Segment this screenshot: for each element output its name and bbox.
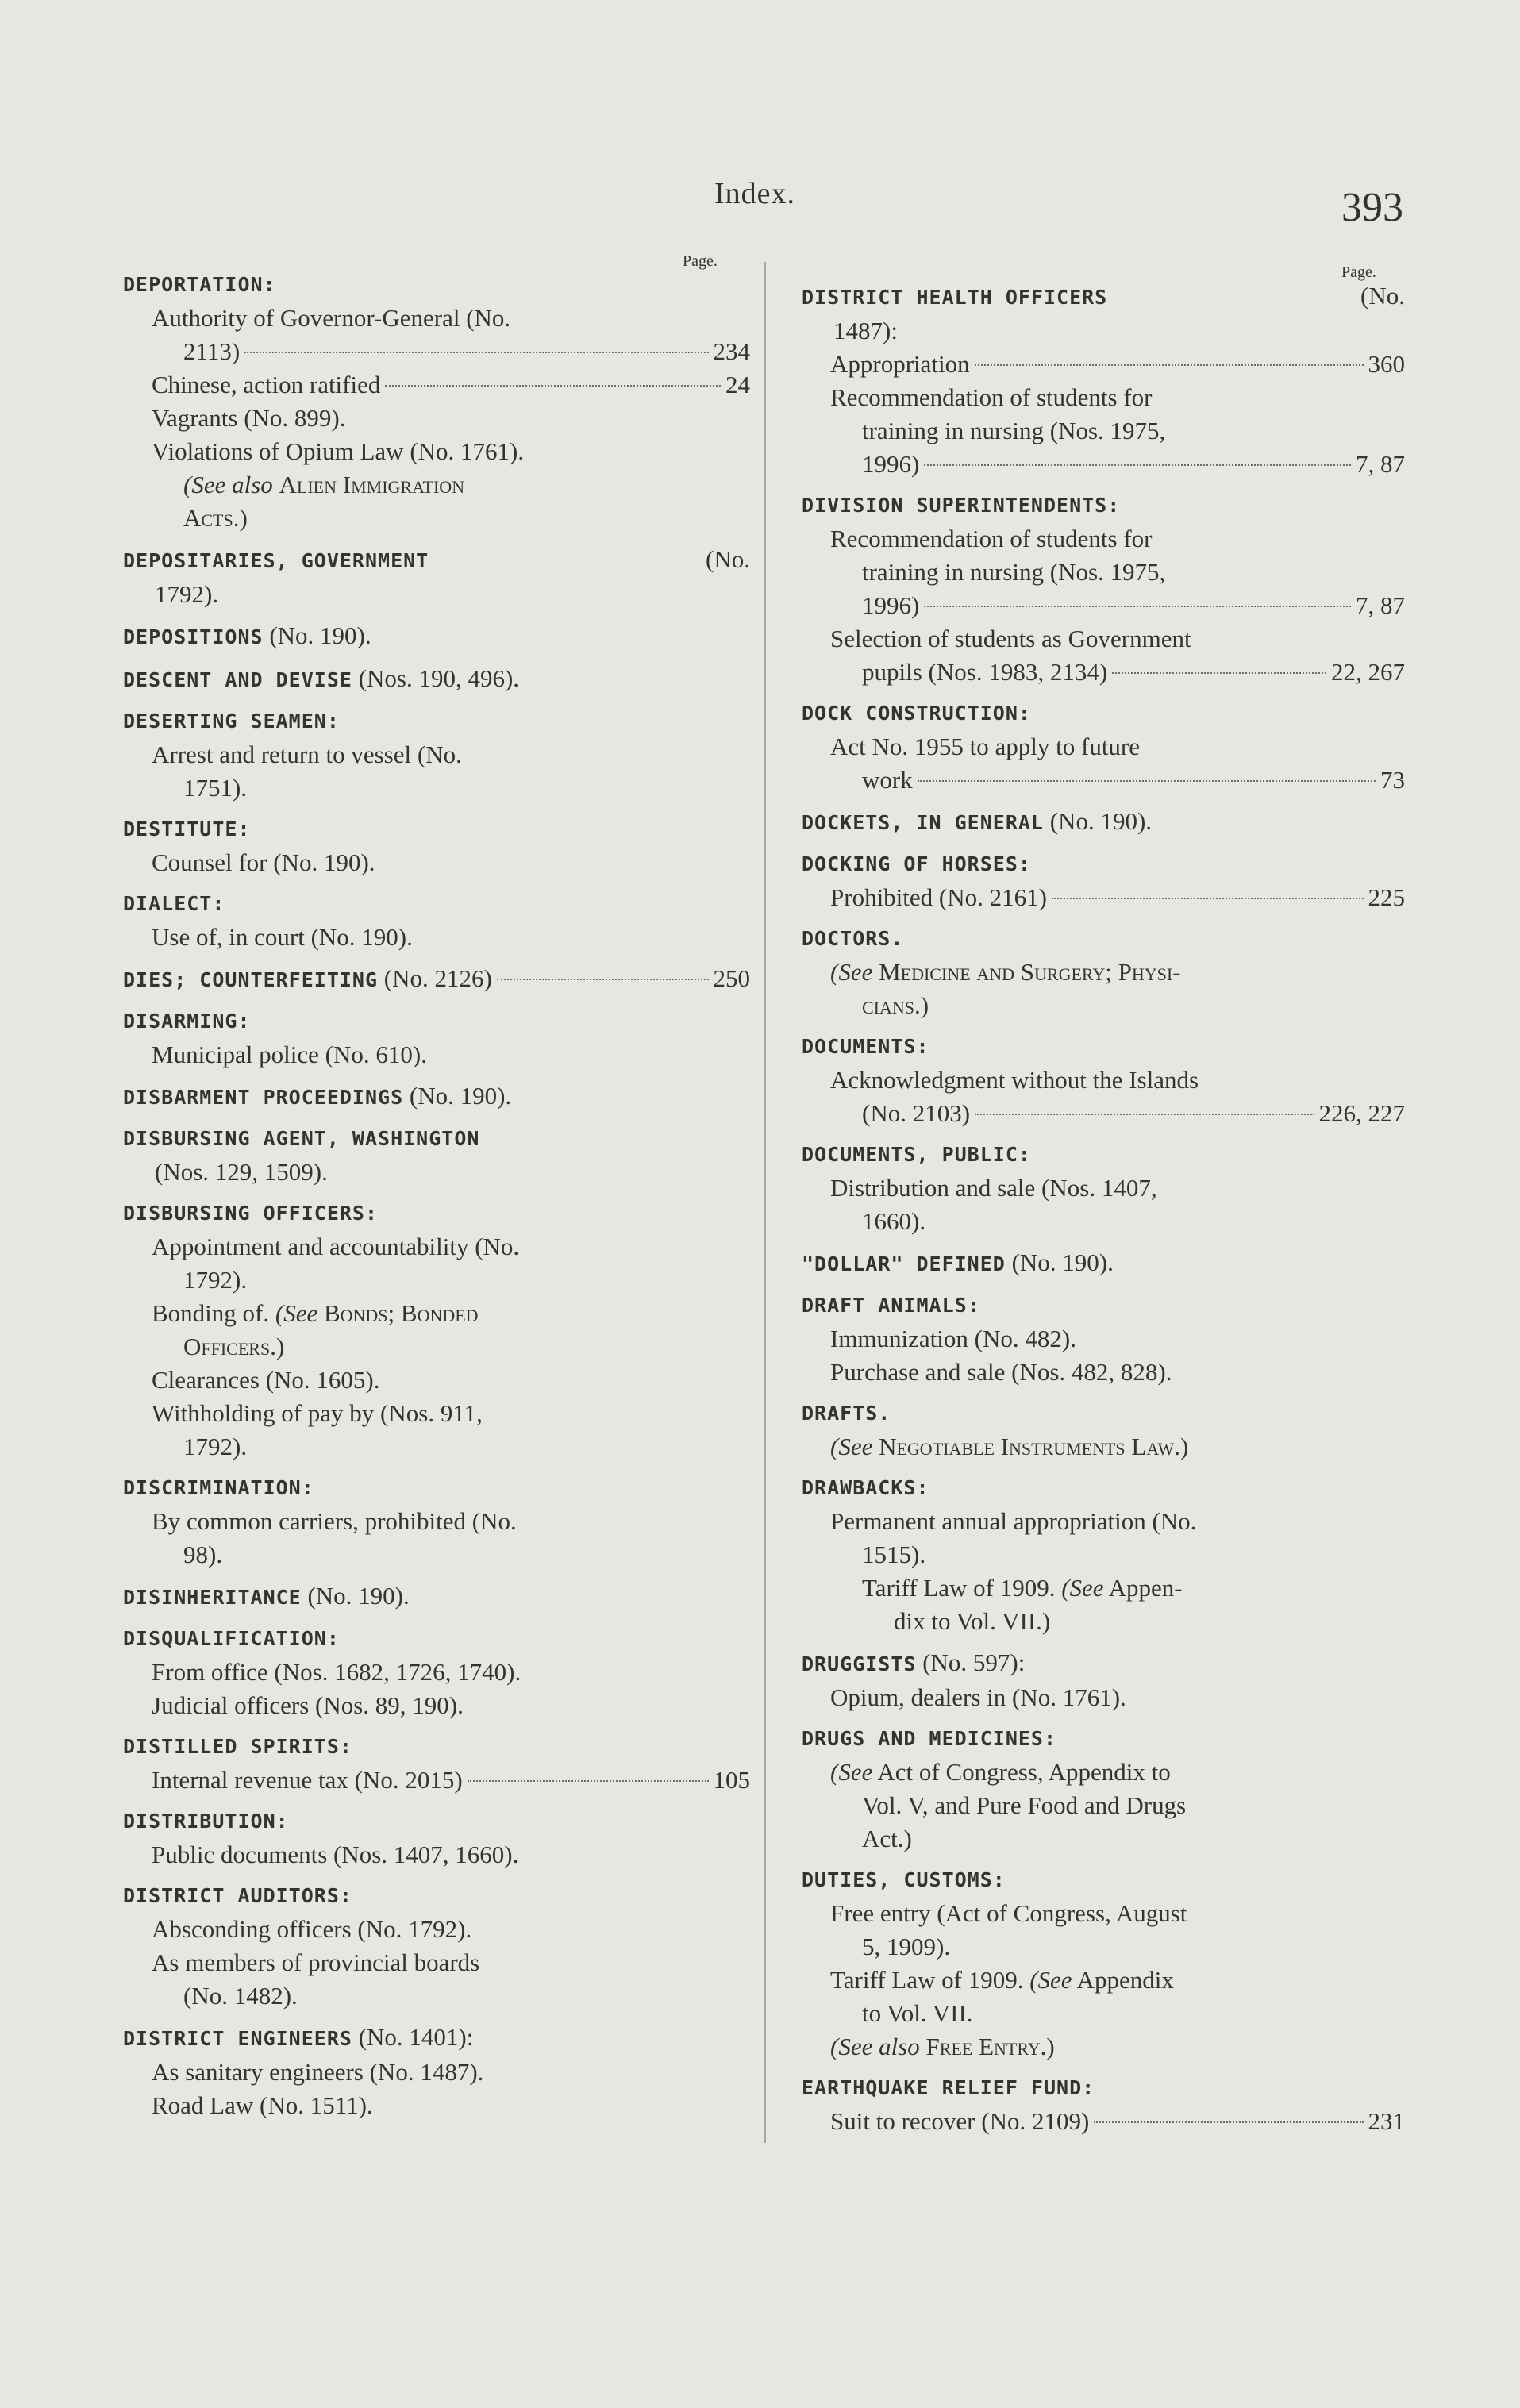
index-entry-dialect: [123, 887, 750, 954]
cross-ref-target: Act of Congress, Appendix to: [877, 1758, 1171, 1786]
page-ref: 231: [1368, 2107, 1405, 2135]
sub-entry-text: Internal revenue tax (No. 2015): [152, 1766, 463, 1794]
index-entry-druggists: [802, 1646, 1405, 1714]
entry-heading: DOCTORS.: [802, 927, 904, 950]
entry-heading: DESCENT AND DEVISE: [123, 668, 352, 691]
sub-entry-text: Tariff Law of 1909.: [862, 1574, 1056, 1602]
cross-ref-target: Appen-: [1108, 1574, 1183, 1602]
sub-entry-cont: to Vol. VII.: [862, 1999, 973, 2027]
see-label: (See: [275, 1299, 318, 1327]
index-entry-doctors: [802, 922, 1405, 1022]
entry-heading: DOCUMENTS:: [802, 1035, 929, 1058]
entry-ref-cont: 1792).: [155, 580, 219, 608]
index-entry-distilled-spirits: [123, 1730, 750, 1797]
sub-entry: Arrest and return to vessel (No.: [152, 740, 462, 768]
leader-dots: [385, 385, 721, 387]
page-ref: 105: [713, 1766, 750, 1794]
index-entry-disbursing-agent: [123, 1122, 750, 1189]
sub-entry: Opium, dealers in (No. 1761).: [830, 1683, 1126, 1711]
index-entry-dollar-defined: [802, 1246, 1405, 1281]
index-entry-disbursing-officers: [123, 1197, 750, 1464]
sub-entry: Road Law (No. 1511).: [152, 2091, 373, 2119]
leader-dots: [244, 352, 708, 353]
leader-dots: [924, 606, 1351, 607]
sub-entry: Absconding officers (No. 1792).: [152, 1915, 472, 1943]
cross-reference: [802, 1430, 1405, 1464]
see-label: (See: [1029, 1966, 1072, 1994]
cross-reference: [802, 2030, 1405, 2064]
leader-dots: [1052, 898, 1364, 899]
sub-entry-text: work: [862, 766, 913, 794]
sub-entry-cont: training in nursing (Nos. 1975,: [862, 558, 1166, 586]
index-entry-depositaries: [123, 543, 750, 611]
sub-entry: Withholding of pay by (Nos. 911,: [152, 1399, 483, 1427]
sub-entry-text: 1996): [862, 591, 920, 619]
entry-heading: DRUGS AND MEDICINES:: [802, 1727, 1057, 1750]
entry-heading: DISBURSING AGENT, WASHINGTON: [123, 1127, 480, 1150]
entry-ref: (No. 190).: [1011, 1248, 1114, 1276]
cross-ref-target-cont: cians.): [862, 991, 929, 1019]
left-page-column-label: Page.: [683, 252, 718, 270]
right-column: [802, 279, 1405, 2146]
cross-ref-target: Medicine and Surgery; Physi-: [879, 958, 1181, 986]
index-entry-distribution: [123, 1805, 750, 1871]
index-entry-deportation: [123, 268, 750, 535]
entry-heading: DOCKING OF HORSES:: [802, 852, 1031, 875]
index-entry-draft-animals: [802, 1289, 1405, 1389]
sub-entry-text: Tariff Law of 1909.: [830, 1966, 1024, 1994]
index-entry-district-health-officers: [802, 279, 1405, 481]
cross-reference: [123, 468, 750, 502]
leader-dots: [924, 464, 1351, 466]
entry-ref: (No. 190).: [1049, 807, 1153, 835]
page-number: 393: [1341, 185, 1403, 230]
sub-entry-line: [802, 2105, 1405, 2138]
sub-entry-cont: dix to Vol. VII.): [894, 1607, 1051, 1635]
sub-entry-cont: 1660).: [862, 1207, 926, 1235]
cross-ref-target: Alien Immigration: [279, 471, 465, 498]
sub-entry: [802, 1571, 1405, 1605]
sub-entry: Clearances (No. 1605).: [152, 1366, 380, 1394]
entry-heading: DUTIES, CUSTOMS:: [802, 1868, 1006, 1891]
sub-entry: Immunization (No. 482).: [830, 1325, 1076, 1352]
entry-ref: (Nos. 129, 1509).: [155, 1158, 328, 1186]
see-label: (See: [1061, 1574, 1104, 1602]
index-entry-documents-public: [802, 1138, 1405, 1238]
index-entry-division-superintendents: [802, 489, 1405, 689]
sub-entry: Purchase and sale (Nos. 482, 828).: [830, 1358, 1172, 1386]
sub-entry-line: [802, 1097, 1405, 1130]
entry-ref: (No. 2126): [383, 964, 492, 992]
leader-dots: [468, 1780, 709, 1782]
column-divider: [764, 262, 766, 2143]
sub-entry: Selection of students as Government: [830, 625, 1191, 652]
sub-entry-text: (No. 2103): [862, 1099, 971, 1127]
sub-entry: Appointment and accountability (No.: [152, 1233, 520, 1260]
index-entry-disarming: [123, 1005, 750, 1071]
sub-entry-cont: 1792).: [183, 1433, 248, 1460]
index-entry-disqualification: [123, 1622, 750, 1722]
sub-entry: As members of provincial boards: [152, 1948, 480, 1976]
cross-ref-target: Free Entry.): [925, 2033, 1055, 2060]
sub-entry: Recommendation of students for: [830, 383, 1153, 411]
sub-entry-cont: training in nursing (Nos. 1975,: [862, 417, 1166, 444]
sub-entry: [123, 1297, 750, 1330]
sub-entry-text: 1996): [862, 450, 920, 478]
see-label: (See: [830, 958, 873, 986]
leader-dots: [975, 1114, 1314, 1115]
sub-entry-line: [123, 335, 750, 368]
entry-heading: DISTRIBUTION:: [123, 1810, 289, 1833]
sub-entry: Public documents (Nos. 1407, 1660).: [152, 1841, 519, 1868]
index-entry-dockets: [802, 805, 1405, 840]
page-ref: 24: [725, 371, 750, 398]
sub-entry: Free entry (Act of Congress, August: [830, 1899, 1187, 1927]
cross-ref-cont: Act.): [862, 1825, 912, 1852]
sub-entry: Permanent annual appropriation (No.: [830, 1507, 1197, 1535]
sub-entry: Acknowledgment without the Islands: [830, 1066, 1199, 1094]
entry-heading: DISCRIMINATION:: [123, 1476, 314, 1499]
entry-heading: DIVISION SUPERINTENDENTS:: [802, 494, 1121, 517]
index-entry-drugs-and-medicines: [802, 1722, 1405, 1856]
sub-entry-line: [123, 368, 750, 402]
sub-entry: By common carriers, prohibited (No.: [152, 1507, 517, 1535]
sub-entry-text: Suit to recover (No. 2109): [830, 2107, 1090, 2135]
leader-dots: [918, 780, 1376, 782]
entry-heading: "DOLLAR" DEFINED: [802, 1252, 1006, 1275]
sub-entry: Authority of Governor-General (No.: [152, 304, 511, 332]
sub-entry: Recommendation of students for: [830, 525, 1153, 552]
index-entry-drafts: [802, 1397, 1405, 1464]
cross-reference: [802, 956, 1405, 989]
sub-entry-line: [802, 448, 1405, 481]
sub-entry-line: [802, 656, 1405, 689]
index-entry-duties-customs: [802, 1864, 1405, 2064]
entry-heading: DISTRICT ENGINEERS: [123, 2027, 352, 2050]
leader-dots: [1094, 2121, 1363, 2123]
index-entry-deserting-seamen: [123, 705, 750, 805]
index-entry-discrimination: [123, 1471, 750, 1571]
sub-entry: From office (Nos. 1682, 1726, 1740).: [152, 1658, 521, 1686]
sub-entry: Act No. 1955 to apply to future: [830, 733, 1141, 760]
cross-ref-target-cont: Officers.): [183, 1333, 285, 1360]
index-entry-docking-of-horses: [802, 848, 1405, 914]
index-entry-depositions: [123, 619, 750, 654]
entry-heading: DISTRICT HEALTH OFFICERS: [802, 286, 1108, 309]
sub-entry-cont: 5, 1909).: [862, 1933, 951, 1960]
entry-heading: DISTILLED SPIRITS:: [123, 1735, 352, 1758]
cross-ref-target: Bonds; Bonded: [323, 1299, 479, 1327]
entry-heading: DESTITUTE:: [123, 817, 251, 840]
leader-dots: [1112, 672, 1326, 674]
index-entry-district-auditors: [123, 1879, 750, 2013]
sub-entry: Use of, in court (No. 190).: [152, 923, 413, 951]
see-also-label: (See also: [183, 471, 273, 498]
entry-heading: DOCK CONSTRUCTION:: [802, 702, 1031, 725]
entry-ref: (No.: [706, 545, 750, 573]
cross-reference: [802, 1756, 1405, 1789]
entry-ref: (Nos. 190, 496).: [358, 664, 520, 692]
entry-ref-cont: 1487):: [833, 317, 898, 344]
entry-heading: DIALECT:: [123, 892, 225, 915]
see-label: (See: [830, 1433, 873, 1460]
entry-heading: DISBARMENT PROCEEDINGS: [123, 1086, 404, 1109]
sub-entry-cont: (No. 1482).: [183, 1982, 298, 2010]
index-entry-district-engineers: [123, 2021, 750, 2122]
sub-entry: Municipal police (No. 610).: [152, 1041, 427, 1068]
leader-dots: [975, 364, 1364, 366]
sub-entry-text: 2113): [183, 337, 241, 365]
index-entry-earthquake-relief-fund: [802, 2071, 1405, 2138]
page-ref: 234: [713, 337, 750, 365]
sub-entry-text: Chinese, action ratified: [152, 371, 381, 398]
page-ref: 225: [1368, 883, 1405, 911]
page-ref: 226, 227: [1318, 1099, 1405, 1127]
sub-entry-cont: 1515).: [862, 1541, 926, 1568]
sub-entry-line: [123, 1764, 750, 1797]
sub-entry-text: Appropriation: [830, 350, 970, 378]
entry-ref: (No. 190).: [307, 1582, 410, 1610]
entry-heading: DISTRICT AUDITORS:: [123, 1884, 352, 1907]
sub-entry-text: Bonding of.: [152, 1299, 270, 1327]
index-entry-dies: [123, 962, 750, 997]
entry-ref: (No. 190).: [409, 1082, 512, 1110]
entry-heading: DEPOSITIONS: [123, 625, 264, 648]
entry-heading: DRUGGISTS: [802, 1652, 917, 1675]
index-entry-documents: [802, 1030, 1405, 1130]
index-entry-drawbacks: [802, 1471, 1405, 1638]
cross-ref-target-cont: Acts.): [183, 504, 248, 532]
index-entry-descent: [123, 662, 750, 697]
index-entry-disbarment: [123, 1079, 750, 1114]
entry-heading: DOCUMENTS, PUBLIC:: [802, 1143, 1031, 1166]
sub-entry-text: Prohibited (No. 2161): [830, 883, 1047, 911]
sub-entry-cont: 1751).: [183, 774, 248, 802]
sub-entry-line: [802, 881, 1405, 914]
page-ref: 360: [1368, 350, 1405, 378]
entry-heading: DRAFT ANIMALS:: [802, 1294, 980, 1317]
sub-entry-cont: 98).: [183, 1541, 223, 1568]
cross-ref-target: Appendix: [1076, 1966, 1174, 1994]
leader-dots: [497, 979, 709, 980]
page-ref: 7, 87: [1356, 450, 1405, 478]
entry-heading: DEPORTATION:: [123, 273, 276, 296]
entry-heading: DISBURSING OFFICERS:: [123, 1202, 379, 1225]
entry-heading: DIES; COUNTERFEITING: [123, 968, 379, 991]
sub-entry: As sanitary engineers (No. 1487).: [152, 2058, 484, 2086]
entry-heading: DRAFTS.: [802, 1402, 891, 1425]
entry-heading: DISINHERITANCE: [123, 1586, 302, 1609]
entry-heading: DISQUALIFICATION:: [123, 1627, 340, 1650]
sub-entry: Violations of Opium Law (No. 1761).: [152, 437, 525, 465]
sub-entry: Vagrants (No. 899).: [152, 404, 346, 432]
entry-ref: (No.: [1360, 282, 1405, 310]
page-ref: 7, 87: [1356, 591, 1405, 619]
sub-entry: Distribution and sale (Nos. 1407,: [830, 1174, 1157, 1202]
entry-ref: (No. 190).: [269, 621, 371, 649]
see-also-label: (See also: [830, 2033, 920, 2060]
index-entry-dock-construction: [802, 697, 1405, 797]
page-title: Index.: [714, 177, 796, 210]
entry-ref: (No. 597):: [922, 1648, 1026, 1676]
cross-ref-cont: Vol. V, and Pure Food and Drugs: [862, 1791, 1187, 1819]
sub-entry-line: [802, 589, 1405, 622]
sub-entry-line: [802, 764, 1405, 797]
entry-heading: DISARMING:: [123, 1010, 251, 1033]
index-entry-disinheritance: [123, 1579, 750, 1614]
entry-ref: (No. 1401):: [358, 2023, 474, 2051]
sub-entry: [802, 1964, 1405, 1997]
sub-entry-text: pupils (Nos. 1983, 2134): [862, 658, 1108, 686]
entry-heading: DRAWBACKS:: [802, 1476, 929, 1499]
entry-heading: DEPOSITARIES, GOVERNMENT: [123, 549, 429, 572]
sub-entry: Judicial officers (Nos. 89, 190).: [152, 1691, 464, 1719]
sub-entry-cont: 1792).: [183, 1266, 248, 1294]
sub-entry: Counsel for (No. 190).: [152, 848, 375, 876]
cross-ref-target: Negotiable Instruments Law.): [879, 1433, 1189, 1460]
index-entry-destitute: [123, 813, 750, 879]
left-column: [123, 268, 750, 2130]
entry-heading: DESERTING SEAMEN:: [123, 710, 340, 733]
see-label: (See: [830, 1758, 873, 1786]
page-ref: 73: [1380, 766, 1405, 794]
page-ref: 22, 267: [1331, 658, 1405, 686]
right-page-column-label: Page.: [1341, 263, 1376, 281]
entry-heading: DOCKETS, IN GENERAL: [802, 811, 1044, 834]
entry-heading: EARTHQUAKE RELIEF FUND:: [802, 2076, 1095, 2099]
sub-entry-line: [802, 348, 1405, 381]
page-ref: 250: [713, 964, 750, 992]
